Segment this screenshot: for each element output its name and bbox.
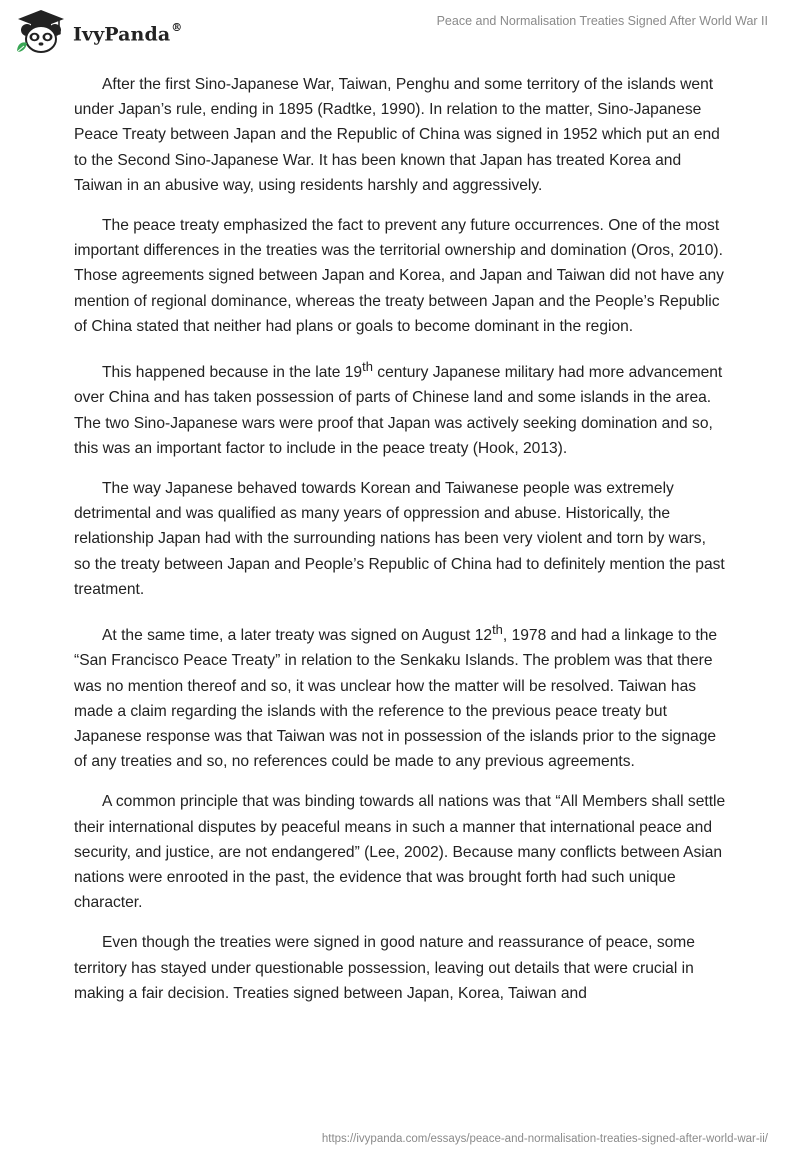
paragraph-4: The way Japanese behaved towards Korean and Taiwanese people was extremely detrimental and was qualified as many years of oppression and abuse. Historically, the relationship Japan had with the surrounding nations has been very violent and torn by wars, so the treaty between Japan and People’s Republic of China had to definitely mention the past treatment. <box>74 480 725 598</box>
essay-body <box>74 72 726 1021</box>
ordinal-suffix: th <box>362 359 373 375</box>
paragraph-6: A common principle that was binding towards all nations was that “All Members shall settle their international disputes by peaceful means in such a manner that international peace and security, and justice, are not endangered” (Lee, 2002). Because many conflicts between Asian nations were enrooted in the past, the evidence that was brought forth had such unique character. <box>74 793 726 912</box>
brand-name: IvyPanda® <box>73 20 183 46</box>
panda-graduate-icon <box>14 8 68 54</box>
document-title: Peace and Normalisation Treaties Signed After World War II <box>436 14 768 28</box>
ivypanda-logo[interactable] <box>14 8 182 54</box>
paragraph-1: After the first Sino-Japanese War, Taiwan, Penghu and some territory of the islands went under Japan’s rule, ending in 1895 (Radtke, 1990). In relation to the matter, Sino-Japanese Peace Treaty between Japan and the Republic of China was signed in 1952 which put an end to the Second Sino-Japanese War. It has been known that Japan has treated Korea and Taiwan in an abusive way, using residents harshly and aggressively. <box>74 76 720 194</box>
paragraph-2: The peace treaty emphasized the fact to prevent any future occurrences. One of the most important differences in the treaties was the territorial ownership and domination (Oros, 2010). Those agreements signed between Japan and Korea, and Japan and Taiwan did not have any mention of regional dominance, whereas the treaty between Japan and the People’s Republic of China stated that neither had plans or goals to become dominant in the region. <box>74 217 724 335</box>
source-url[interactable]: https://ivypanda.com/essays/peace-and-normalisation-treaties-signed-after-world-war-ii/ <box>321 1133 768 1145</box>
paragraph-5: At the same time, a later treaty was signed on August 12th, 1978 and had a linkage to the “San Francisco Peace Treaty” in relation to the Senkaku Islands. The problem was that there was no mention thereof and so, it was unclear how the matter will be resolved. Taiwan has made a claim regarding the islands with the reference to the previous peace treaty but Japanese response was that Taiwan was not in possession of the islands prior to the signage of any treaties and so, no references could be made to any previous agreements. <box>74 622 718 771</box>
page-header <box>0 0 800 60</box>
paragraph-3: This happened because in the late 19th century Japanese military had more advancement over China and has taken possession of parts of Chinese land and some islands in the area. The two Sino-Japanese wars were proof that Japan was actively seeking domination and so, this was an important factor to include in the peace treaty (Hook, 2013). <box>74 359 723 457</box>
ordinal-suffix: th <box>492 622 503 638</box>
paragraph-7: Even though the treaties were signed in good nature and reassurance of peace, some territory has stayed under questionable possession, leaving out details that were crucial in making a fair decision. Treaties signed between Japan, Korea, Taiwan and <box>74 934 695 1002</box>
registered-mark: ® <box>171 20 183 34</box>
